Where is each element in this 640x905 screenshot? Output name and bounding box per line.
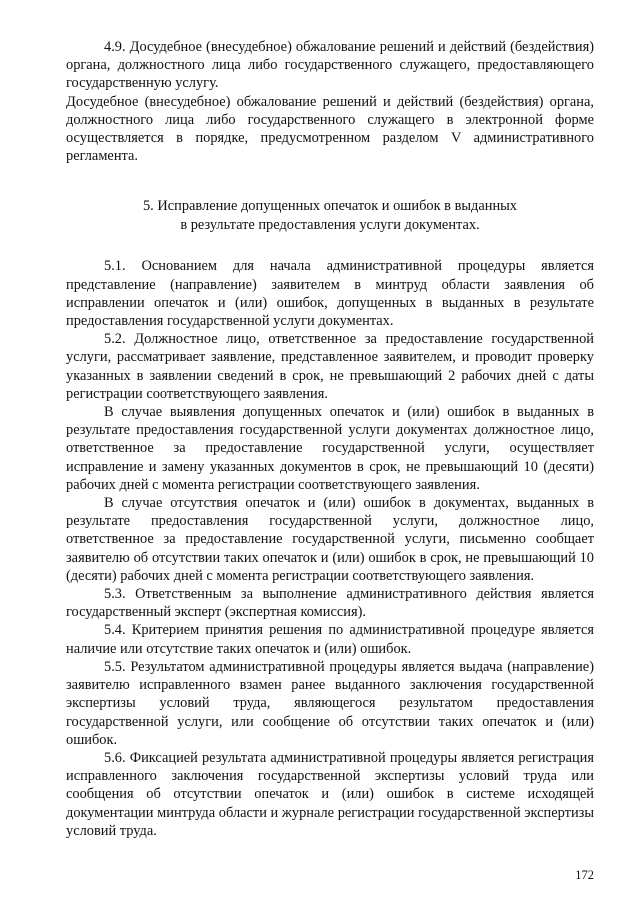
- paragraph-5-6: 5.6. Фиксацией результата административной процедуры является регистрация исправленного заключения государственной экспертизы условий труда или сообщения об отсутствии опечаток и (или) ошибок в системе исходящей документации минтруда области и журнале регистрации государственной экспертизы условий труда.: [66, 749, 594, 839]
- paragraph-4-9: 4.9. Досудебное (внесудебное) обжалование решений и действий (бездействия) органа, должностного лица либо государственного служащего, предоставляющего государственную услугу.: [66, 39, 594, 92]
- paragraph-5-2: 5.2. Должностное лицо, ответственное за предоставление государственной услуги, рассматривает заявление, представленное заявителем, и проводит проверку указанных в заявлении сведений в срок, не превышающий 2 рабочих дней с даты регистрации соответствующего заявления.: [66, 331, 594, 402]
- section-heading-line-1: 5. Исправление допущенных опечаток и ошибок в выданных: [142, 198, 518, 215]
- paragraph-5-2-errors-found: В случае выявления допущенных опечаток и (или) ошибок в выданных в результате предоставления государственной услуги документах должностное лицо, ответственное за предоставление государственной услуги, осуществляет исправление и замену указанных документов в срок, не превышающий 10 (десяти) рабочих дней с момента регистрации соответствующего заявления.: [66, 404, 594, 493]
- paragraph-5-3: 5.3. Ответственным за выполнение административного действия является государственный эксперт (экспертная комиссия).: [66, 586, 594, 621]
- section-heading-line-2: в результате предоставления услуги документах.: [180, 217, 480, 234]
- page-number: 172: [575, 868, 594, 882]
- paragraph-5-4: 5.4. Критерием принятия решения по административной процедуре является наличие или отсутствие таких опечаток и (или) ошибок.: [66, 622, 594, 657]
- paragraph-5-2-no-errors: В случае отсутствия опечаток и (или) ошибок в документах, выданных в результате предоставления государственной услуги, должностное лицо, ответственное за предоставление государственной услуги, письменно сообщает заявителю об отсутствии таких опечаток и (или) ошибок в срок, не превышающий 10 (десяти) рабочих дней с момента регистрации соответствующего заявления.: [66, 495, 594, 584]
- document-page: [66, 38, 594, 840]
- paragraph-5-1: 5.1. Основанием для начала административной процедуры является представление (направление) заявителем в минтруд области заявления об исправлении опечаток и (или) ошибок, допущенных в выданных в результате предоставления государственной услуги документах.: [66, 258, 594, 330]
- section-5-heading: [66, 197, 594, 235]
- paragraph-5-5: 5.5. Результатом административной процедуры является выдача (направление) заявителю исправленного взамен ранее выданного заключения государственной экспертизы условий труда, являющегося результатом предоставления государственной услуги, или сообщение об отсутствии таких опечаток и (или) ошибок.: [66, 658, 594, 748]
- paragraph-4-9-continuation: Досудебное (внесудебное) обжалование решений и действий (бездействия) органа, должностного лица либо государственного служащего в электронной форме осуществляется в порядке, предусмотренном разделом V административного регламента.: [66, 93, 594, 165]
